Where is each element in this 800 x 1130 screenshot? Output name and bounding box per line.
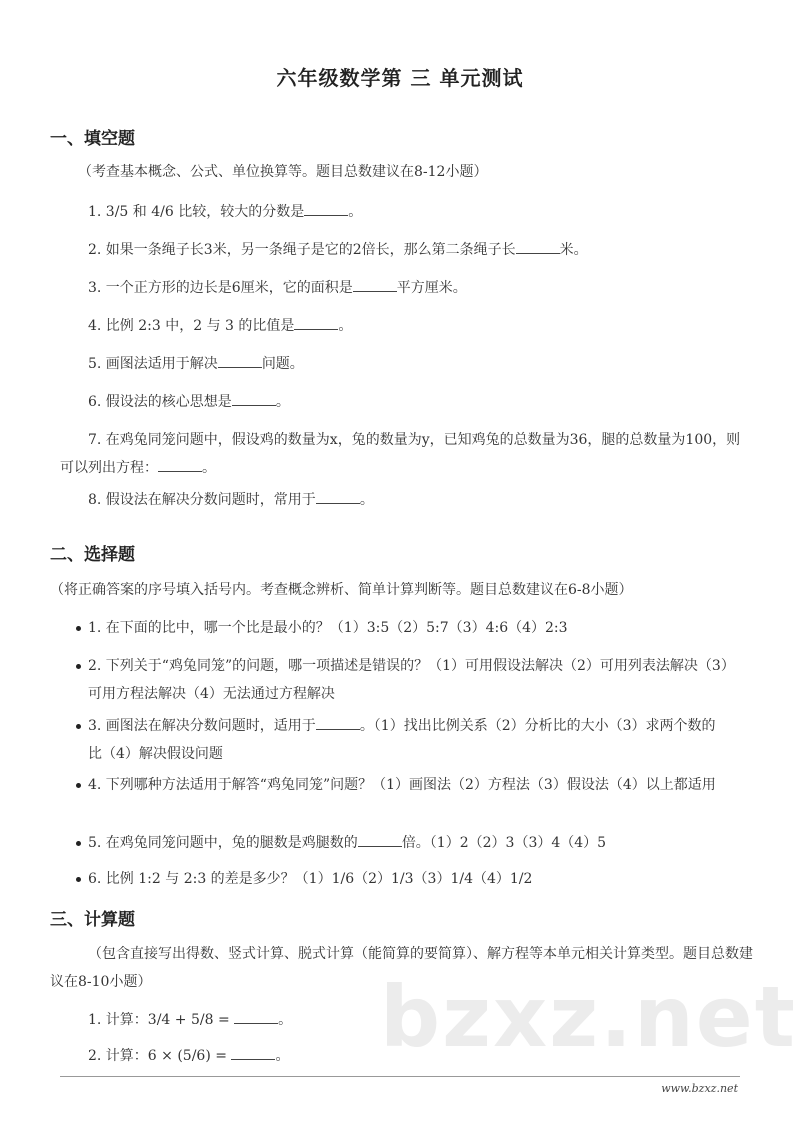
section-note: （包含直接写出得数、竖式计算、脱式计算（能简算的要简算）、解方程等本单元相关计算类型。题目总数建议在8-10小题） — [50, 946, 753, 990]
bullet-icon — [76, 724, 81, 729]
question-item: 8. 假设法在解决分数问题时，常用于 。 — [88, 492, 374, 508]
section-heading-calculation: 三、计算题 — [50, 910, 135, 930]
bullet-icon — [76, 626, 81, 631]
choice-question: 3. 画图法在解决分数问题时，适用于 。（1）找出比例关系（2）分析比的大小（3）求两个数的比（4）解决假设问题 — [88, 718, 716, 762]
question-item: 5. 画图法适用于解决 问题。 — [88, 356, 304, 372]
answer-blank[interactable] — [231, 1046, 275, 1060]
choice-question: 5. 在鸡兔同笼问题中，兔的腿数是鸡腿数的 倍。（1）2（2）3（3）4（4）5 — [88, 835, 607, 851]
section-heading-fill-blank: 一、填空题 — [50, 129, 135, 149]
section-heading-multiple-choice: 二、选择题 — [50, 545, 135, 565]
choice-question: 1. 在下面的比中，哪一个比是最小的？（1）3:5（2）5:7（3）4:6（4）2:3 — [88, 620, 568, 636]
answer-blank[interactable] — [158, 458, 202, 472]
answer-blank[interactable] — [358, 833, 402, 847]
question-item: 2. 如果一条绳子长3米，另一条绳子是它的2倍长，那么第二条绳子长 米。 — [88, 242, 588, 258]
answer-blank[interactable] — [516, 240, 560, 254]
question-item: 3. 一个正方形的边长是6厘米，它的面积是 平方厘米。 — [88, 280, 467, 296]
answer-blank[interactable] — [353, 278, 397, 292]
choice-question: 2. 下列关于“鸡兔同笼”的问题，哪一项描述是错误的？（1）可用假设法解决（2）可用列表法解决（3）可用方程法解决（4）无法通过方程解决 — [88, 658, 728, 702]
answer-blank[interactable] — [316, 716, 360, 730]
section-note: （考查基本概念、公式、单位换算等。题目总数建议在8-12小题） — [78, 164, 488, 180]
question-item: 4. 比例 2:3 中，2 与 3 的比值是 。 — [88, 318, 353, 334]
footer-divider — [60, 1076, 740, 1077]
question-item: 1. 计算：3/4 + 5/8 = 。 — [88, 1012, 293, 1028]
bullet-icon — [76, 841, 81, 846]
answer-blank[interactable] — [232, 392, 276, 406]
answer-blank[interactable] — [316, 490, 360, 504]
question-item: 2. 计算：6 × (5/6) = 。 — [88, 1048, 290, 1064]
section-note: （将正确答案的序号填入括号内。考查概念辨析、简单计算判断等。题目总数建议在6-8小题） — [50, 582, 633, 598]
choice-question: 6. 比例 1:2 与 2:3 的差是多少？（1）1/6（2）1/3（3）1/4（4）1/2 — [88, 871, 533, 887]
watermark: bzxz.net — [380, 968, 797, 1066]
question-item: 1. 3/5 和 4/6 比较，较大的分数是 。 — [88, 204, 363, 220]
answer-blank[interactable] — [304, 202, 348, 216]
answer-blank[interactable] — [234, 1010, 278, 1024]
bullet-icon — [76, 877, 81, 882]
bullet-icon — [76, 783, 81, 788]
question-item: 6. 假设法的核心思想是 。 — [88, 394, 290, 410]
question-item: 7. 在鸡兔同笼问题中，假设鸡的数量为x，兔的数量为y，已知鸡兔的总数量为36，腿的总数量为100，则可以列出方程： 。 — [60, 432, 741, 476]
page-title: 六年级数学第 三 单元测试 — [276, 66, 524, 90]
footer-url: www.bzxz.net — [661, 1082, 738, 1095]
answer-blank[interactable] — [294, 316, 338, 330]
choice-question: 4. 下列哪种方法适用于解答“鸡兔同笼”问题？（1）画图法（2）方程法（3）假设法（4）以上都适用 — [88, 777, 716, 793]
answer-blank[interactable] — [218, 354, 262, 368]
bullet-icon — [76, 664, 81, 669]
